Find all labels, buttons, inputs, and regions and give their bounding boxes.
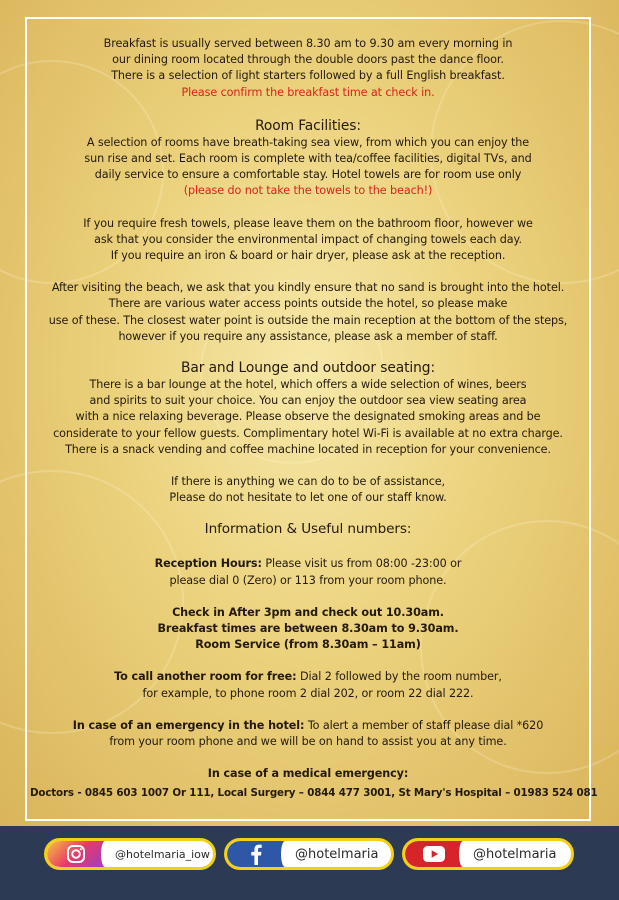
breakfast-line: our dining room located through the double doors past the dance floor.: [112, 53, 504, 67]
youtube-handle: @hotelmaria: [473, 846, 557, 862]
info-heading: Information & Useful numbers:: [204, 521, 412, 538]
breakfast-note: Please confirm the breakfast time at check in.: [181, 85, 435, 99]
youtube-badge: [405, 841, 463, 867]
call-label: To call another room for free:: [114, 670, 297, 684]
assist-line: If there is anything we can do to be of assistance,: [170, 475, 446, 489]
content-body: [30, 36, 598, 801]
towel-line: ask that you consider the environmental impact of changing towels each day.: [94, 232, 522, 246]
bar-line: There is a snack vending and coffee machine located in reception for your convenience.: [65, 442, 551, 456]
bar-heading: Bar and Lounge and outdoor seating:: [181, 360, 435, 377]
instagram-link[interactable]: [44, 838, 216, 870]
bar-section: [30, 359, 586, 458]
emergency: [30, 718, 586, 734]
facebook-badge: [227, 841, 285, 867]
youtube-icon: [422, 845, 446, 863]
assistance-section: [30, 474, 586, 506]
facebook-icon: [247, 843, 265, 865]
beach-line: use of these. The closest water point is outside the main reception at the bottom of the steps,: [48, 313, 568, 327]
beach-line: however if you require any assistance, please ask a member of staff.: [118, 329, 498, 343]
reception-label: Reception Hours:: [154, 557, 262, 571]
doctors-numbers: Doctors - 0845 603 1007 Or 111, Local Surgery – 0844 477 3001, St Mary's Hospital – 01983 524 081: [30, 786, 598, 799]
breakfast-line: Breakfast is usually served between 8.30 am to 9.30 am every morning in: [103, 37, 513, 50]
room-facilities-heading: Room Facilities:: [255, 117, 361, 134]
assist-line: Please do not hesitate to let one of our staff know.: [169, 491, 447, 505]
room-line: A selection of rooms have breath-taking sea view, from which you can enjoy the: [86, 135, 530, 149]
emergency-line: from your room phone and we will be on hand to assist you at any time.: [109, 735, 507, 749]
instagram-handle: @hotelmaria_iow: [115, 847, 210, 861]
towel-note: (please do not take the towels to the beach!): [183, 184, 433, 198]
call-line: for example, to phone room 2 dial 202, or room 22 dial 222.: [142, 686, 474, 700]
facebook-handle: @hotelmaria: [295, 846, 379, 862]
instagram-badge: [47, 841, 105, 867]
emergency-text: To alert a member of staff please dial *620: [304, 718, 544, 732]
room-line: daily service to ensure a comfortable stay. Hotel towels are for room use only: [94, 168, 522, 182]
call-text: Dial 2 followed by the room number,: [296, 670, 502, 684]
bar-line: and spirits to suit your choice. You can enjoy the outdoor sea view seating area: [89, 394, 527, 408]
call-room: [30, 669, 586, 685]
times-line: Breakfast times are between 8.30am to 9.30am.: [157, 622, 459, 636]
reception-text: Please visit us from 08:00 -23:00 or: [261, 557, 462, 571]
bar-line: There is a bar lounge at the hotel, which offers a wide selection of wines, beers: [89, 378, 527, 392]
reception-line: please dial 0 (Zero) or 113 from your room phone.: [169, 573, 447, 587]
info-section: [30, 520, 598, 800]
social-footer: [0, 826, 619, 900]
bar-line: considerate to your fellow guests. Complimentary hotel Wi-Fi is available at no extra charge.: [53, 426, 563, 440]
breakfast-section: [30, 36, 586, 101]
times-line: Check in After 3pm and check out 10.30am.: [172, 605, 444, 619]
medical-heading: In case of a medical emergency:: [207, 767, 409, 781]
facebook-link[interactable]: [224, 838, 394, 870]
beach-line: There are various water access points outside the hotel, so please make: [108, 297, 508, 311]
breakfast-line: There is a selection of light starters followed by a full English breakfast.: [111, 69, 505, 83]
instagram-icon: [66, 844, 86, 864]
towel-line: If you require fresh towels, please leave them on the bathroom floor, however we: [83, 216, 533, 230]
emergency-label: In case of an emergency in the hotel:: [72, 718, 305, 732]
room-facilities-section: [30, 117, 586, 345]
bar-line: with a nice relaxing beverage. Please observe the designated smoking areas and be: [75, 410, 541, 424]
room-line: sun rise and set. Each room is complete with tea/coffee facilities, digital TVs, and: [84, 152, 532, 166]
reception-hours: [30, 556, 586, 572]
towel-line: If you require an iron & board or hair dryer, please ask at the reception.: [110, 249, 506, 263]
beach-line: After visiting the beach, we ask that you kindly ensure that no sand is brought into the hotel.: [51, 281, 565, 295]
times-line: Room Service (from 8.30am – 11am): [195, 638, 421, 652]
youtube-link[interactable]: [402, 838, 574, 870]
